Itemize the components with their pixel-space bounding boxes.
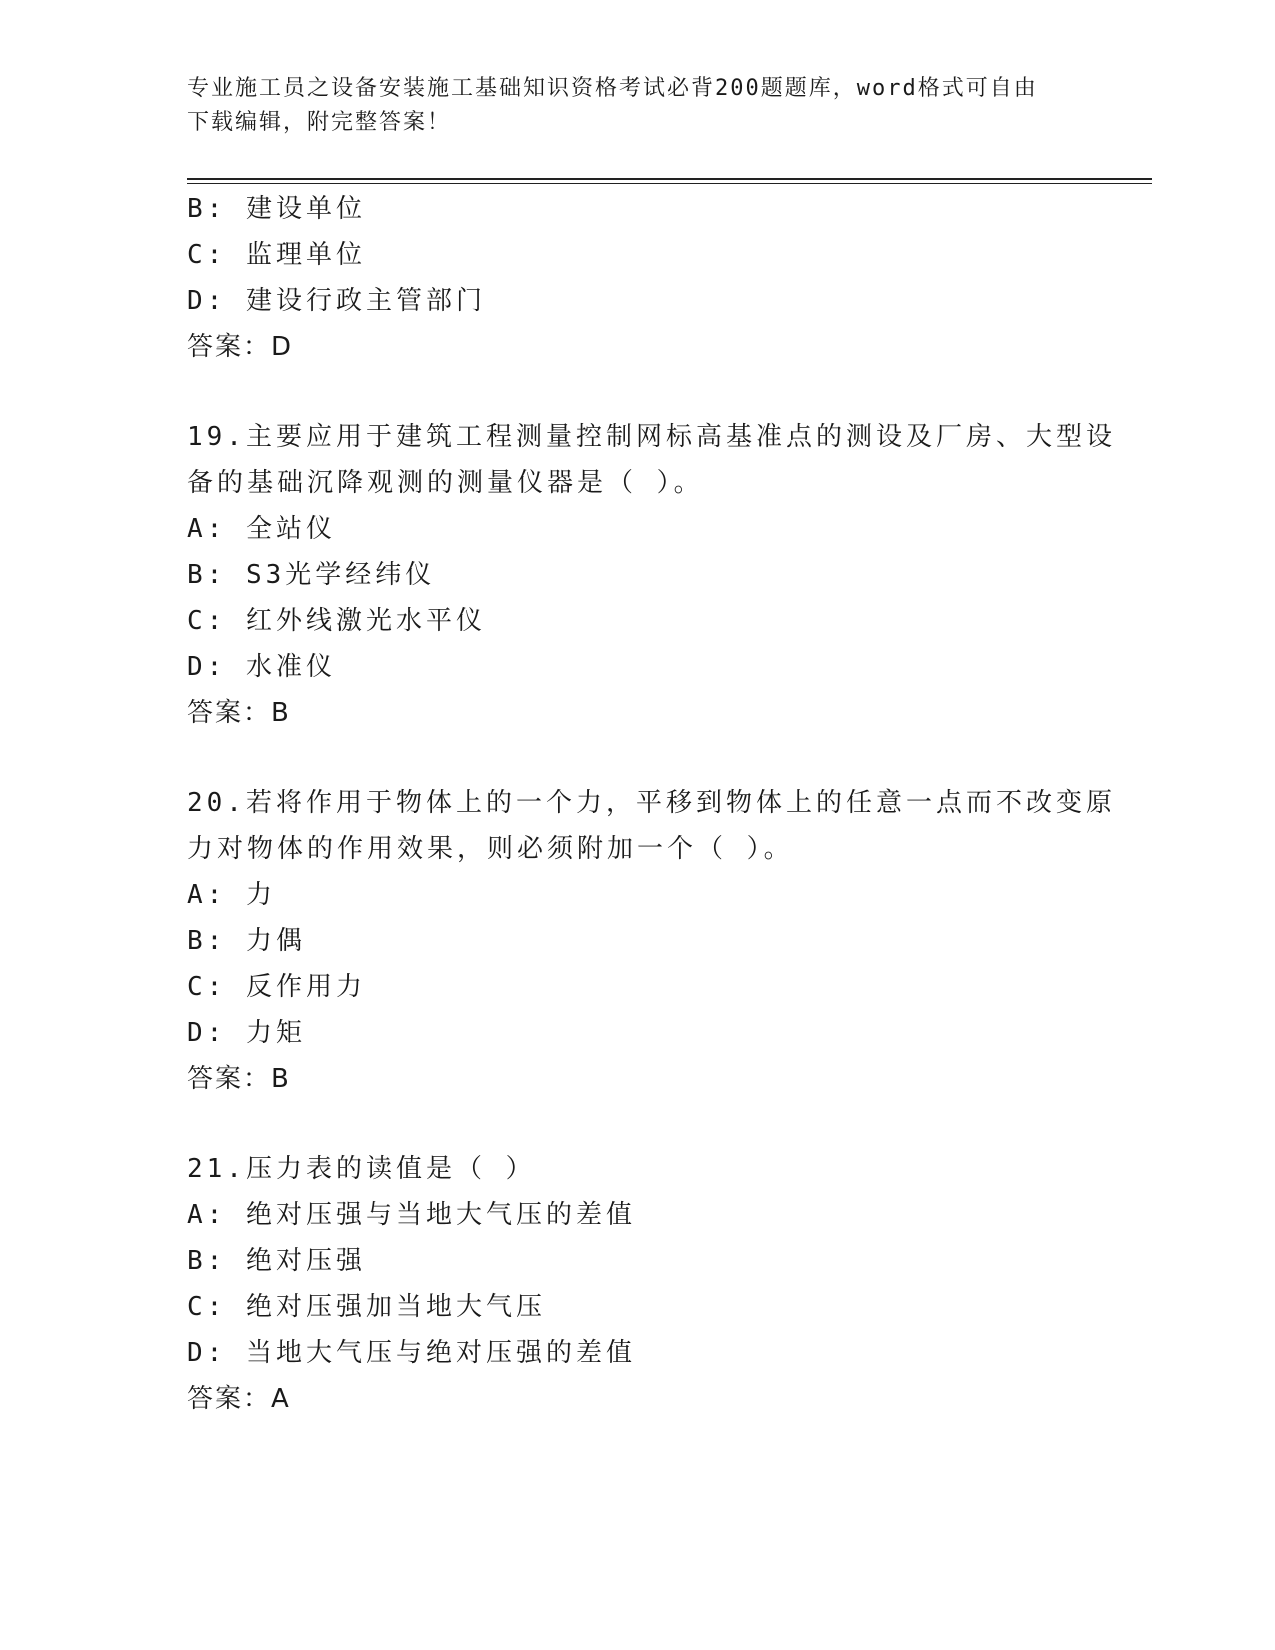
answer: 答案：D xyxy=(187,332,294,362)
document-header xyxy=(187,72,1067,140)
option-d: D: 当地大气压与绝对压强的差值 xyxy=(187,1338,636,1368)
question-stem-cont: 备的基础沉降观测的测量仪器是（ ）。 xyxy=(187,468,704,498)
option-a: A: 力 xyxy=(187,880,276,910)
answer: 答案：A xyxy=(187,1384,291,1414)
option-b: B: 建设单位 xyxy=(187,194,366,224)
question-stem: 19.主要应用于建筑工程测量控制网标高基准点的测设及厂房、大型设 xyxy=(187,422,1116,452)
answer: 答案：B xyxy=(187,1064,291,1094)
option-b: B: S3光学经纬仪 xyxy=(187,560,436,590)
option-a: A: 全站仪 xyxy=(187,514,336,544)
question-19 xyxy=(187,414,1116,736)
header-divider xyxy=(187,178,1152,180)
option-c: C: 绝对压强加当地大气压 xyxy=(187,1292,546,1322)
answer: 答案：B xyxy=(187,698,291,728)
option-a: A: 绝对压强与当地大气压的差值 xyxy=(187,1200,636,1230)
header-line-2: 下载编辑，附完整答案！ xyxy=(187,110,452,135)
question-stem: 21.压力表的读值是（ ） xyxy=(187,1154,536,1184)
option-d: D: 力矩 xyxy=(187,1018,306,1048)
question-20 xyxy=(187,780,1116,1102)
option-b: B: 绝对压强 xyxy=(187,1246,366,1276)
question-list xyxy=(187,186,1116,1422)
header-divider-thin xyxy=(187,183,1152,184)
question-21 xyxy=(187,1146,1087,1422)
option-c: C: 监理单位 xyxy=(187,240,366,270)
option-d: D: 建设行政主管部门 xyxy=(187,286,486,316)
question-stem: 20.若将作用于物体上的一个力，平移到物体上的任意一点而不改变原 xyxy=(187,788,1116,818)
question-stem-cont: 力对物体的作用效果，则必须附加一个（ ）。 xyxy=(187,834,794,864)
option-d: D: 水准仪 xyxy=(187,652,336,682)
option-c: C: 反作用力 xyxy=(187,972,366,1002)
option-b: B: 力偶 xyxy=(187,926,306,956)
question-18-tail xyxy=(187,186,1087,370)
option-c: C: 红外线激光水平仪 xyxy=(187,606,486,636)
header-line-1: 专业施工员之设备安装施工基础知识资格考试必背200题题库，word格式可自由 xyxy=(187,76,1038,101)
